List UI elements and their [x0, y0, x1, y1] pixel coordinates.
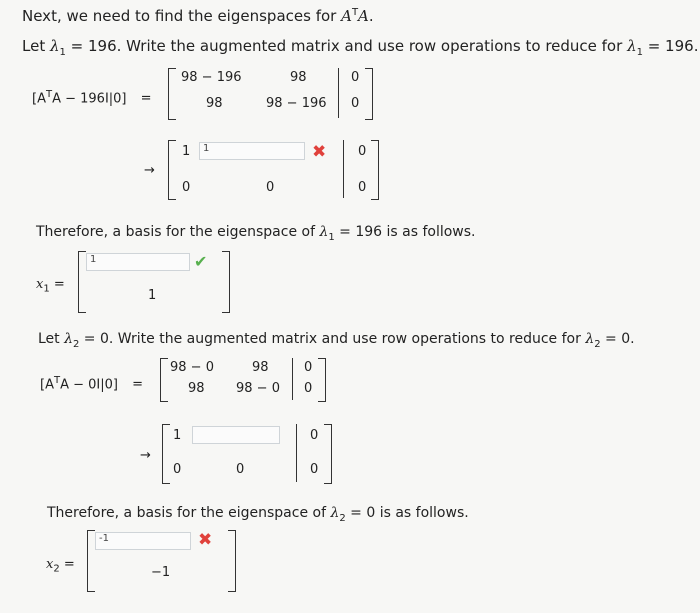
m2-r2c2: 98 − 0 [236, 381, 280, 396]
x2-entry2: −1 [151, 565, 171, 580]
m2-r1c2: 98 [252, 360, 269, 375]
m2-r1c1: 98 − 0 [170, 360, 214, 375]
incorrect-icon: ✖ [198, 530, 213, 550]
r2-r2c3: 0 [310, 462, 319, 477]
r2-r1c3: 0 [310, 428, 319, 443]
r2-r1c2-input[interactable] [192, 426, 280, 444]
m2-r2c1: 98 [188, 381, 205, 396]
part1-lhs: $[A^TA - 196I|0]$ = [32, 89, 152, 107]
r1-r1c1: 1 [182, 144, 191, 159]
arrow: → [144, 163, 155, 178]
x2-label: $x_2$ = [46, 557, 75, 575]
incorrect-icon: ✖ [312, 142, 327, 162]
part1-prompt: Let $\lambda_1 = 196$. Write the augmented matrix and use row operations to reduce for $\lambda_1 = 196$. [22, 37, 699, 58]
part2-prompt: Let $\lambda_2 = 0$. Write the augmented matrix and use row operations to reduce for $\lambda_2 = 0$. [38, 331, 635, 350]
x2-entry1-input[interactable]: -1 [95, 532, 191, 550]
m1-r2c3: 0 [351, 96, 360, 111]
x1-entry2: 1 [148, 288, 157, 303]
part2-lhs: $[A^TA - 0I|0]$ = [40, 375, 144, 393]
r2-r2c2: 0 [236, 462, 245, 477]
r1-r2c2: 0 [266, 180, 275, 195]
intro-text: Next, we need to find the eigenspaces for $A^TA$. [22, 7, 374, 25]
m1-r1c2: 98 [290, 70, 307, 85]
m2-r2c3: 0 [304, 381, 313, 396]
part1-basis-text: Therefore, a basis for the eigenspace of $\lambda_1 = 196$ is as follows. [36, 224, 476, 243]
m1-r1c1: 98 − 196 [181, 70, 242, 85]
correct-icon: ✔ [194, 252, 208, 271]
r2-r1c1: 1 [173, 428, 182, 443]
r2-r2c1: 0 [173, 462, 182, 477]
m1-r1c3: 0 [351, 70, 360, 85]
arrow: → [140, 448, 151, 463]
m1-r2c2: 98 − 196 [266, 96, 327, 111]
r1-r2c1: 0 [182, 180, 191, 195]
m2-r1c3: 0 [304, 360, 313, 375]
r1-r1c2-input[interactable]: 1 [199, 142, 305, 160]
part2-basis-text: Therefore, a basis for the eigenspace of $\lambda_2 = 0$ is as follows. [47, 505, 469, 524]
r1-r1c3: 0 [358, 144, 367, 159]
m1-r2c1: 98 [206, 96, 223, 111]
r1-r2c3: 0 [358, 180, 367, 195]
x1-entry1-input[interactable]: 1 [86, 253, 190, 271]
x1-label: $x_1$ = [36, 277, 65, 295]
